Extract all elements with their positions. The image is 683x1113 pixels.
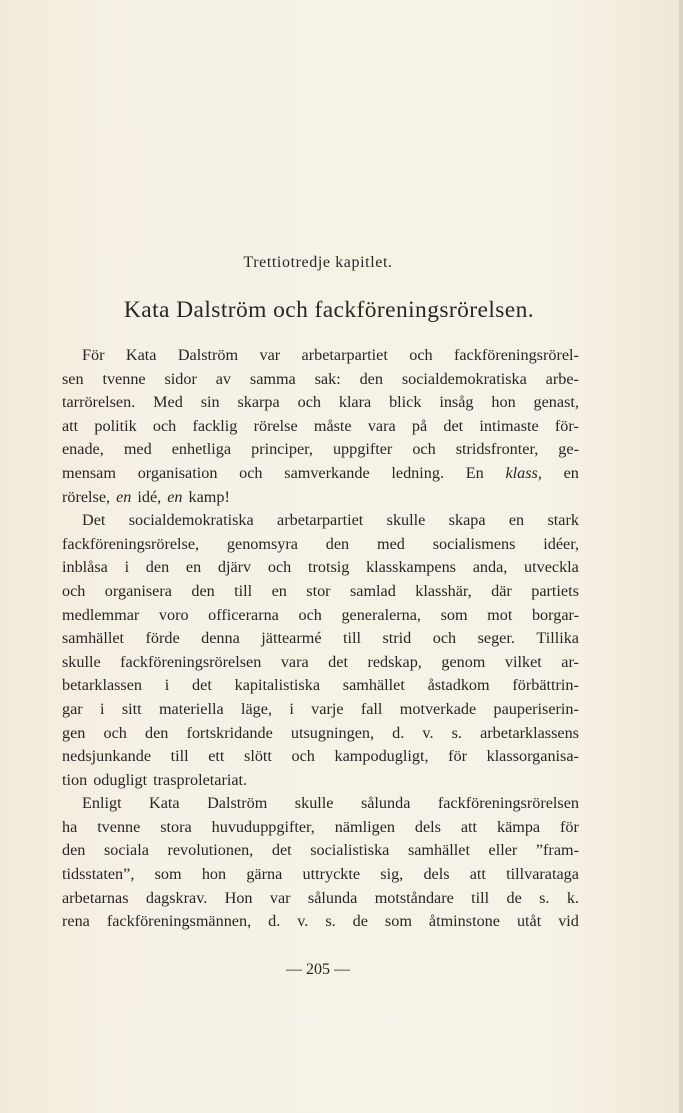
text-line: sen tvenne sidor av samma sak: den socialdemokratiska arbe- — [62, 369, 579, 388]
text-line: medlemmar voro officerarna och generalerna, som mot borgar- — [62, 605, 579, 624]
text-line: mensam organisation och samverkande ledning. En klass, en — [62, 463, 579, 482]
text-line: gen och den fortskridande utsugningen, d. v. s. arbetarklassens — [62, 723, 579, 742]
text-line: arbetarnas dagskrav. Hon var sålunda motståndare till de s. k. — [62, 888, 579, 907]
text-line: inblåsa i den en djärv och trotsig klasskampens anda, utveckla — [62, 558, 579, 577]
text-line: och organisera den till en stor samlad klasshär, där partiets — [62, 581, 579, 600]
text-line: Det socialdemokratiska arbetarpartiet skulle skapa en stark — [82, 511, 579, 530]
text-line: skulle fackföreningsrörelsen vara det redskap, genom vilket ar- — [62, 652, 579, 671]
body-text — [62, 344, 579, 934]
text-line: ha tvenne stora huvuduppgifter, nämligen dels att kämpa för — [62, 817, 579, 836]
chapter-heading: Trettiotredje kapitlet. — [243, 254, 393, 271]
page-edge — [679, 0, 683, 1113]
text-line: nedsjunkande till ett slött och kampodugligt, för klassorganisa- — [62, 747, 579, 766]
text-line: rena fackföreningsmännen, d. v. s. de som åtminstone utåt vid — [62, 912, 579, 931]
text-line: Enligt Kata Dalström skulle sålunda fackföreningsrörelsen — [82, 794, 579, 813]
text-line: att politik och facklig rörelse måste vara på det intimaste för- — [62, 416, 579, 435]
text-line: tarrörelsen. Med sin skarpa och klara blick insåg hon genast, — [62, 393, 579, 412]
text-line: enade, med enhetliga principer, uppgifter och stridsfronter, ge- — [62, 440, 579, 459]
text-line: rörelse, en idé, en kamp! — [62, 487, 230, 506]
text-line: betarklassen i det kapitalistiska samhället åstadkom förbättrin- — [62, 676, 579, 695]
text-line: För Kata Dalström var arbetarpartiet och fackföreningsrörel- — [82, 346, 579, 364]
page-number: — 205 — — [286, 961, 350, 978]
text-line: fackföreningsrörelse, genomsyra den med socialismens idéer, — [62, 534, 579, 553]
chapter-title: Kata Dalström och fackföreningsrörelsen. — [123, 297, 535, 323]
text-line: den sociala revolutionen, det socialistiska samhället eller ”fram- — [62, 841, 579, 860]
text-line: tion odugligt trasproletariat. — [62, 770, 248, 789]
text-line: gar i sitt materiella läge, i varje fall motverkade pauperiserin- — [62, 699, 579, 718]
text-line: tidsstaten”, som hon gärna uttryckte sig, dels att tillvaratagа — [62, 865, 579, 884]
text-line: samhället förde denna jättearmé till strid och seger. Tillika — [62, 629, 579, 648]
